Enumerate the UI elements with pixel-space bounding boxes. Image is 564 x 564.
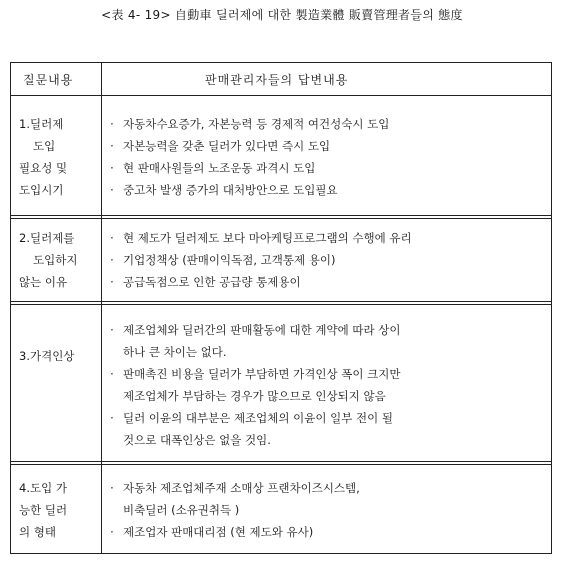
- answer-line: · 제조업체와 딜러간의 판매활동에 대한 계약에 따라 상이: [110, 323, 401, 337]
- answer-line: · 중고차 발생 증가의 대처방안으로 도입필요: [110, 183, 338, 197]
- answer-line: 것으로 대폭인상은 없을 것임.: [123, 433, 271, 447]
- question-cell-3: [19, 345, 99, 367]
- answer-cell-3: [103, 319, 549, 451]
- row-divider: [11, 461, 551, 462]
- question-line: 능한 딜러: [19, 503, 68, 517]
- row-divider: [11, 304, 551, 305]
- attitude-table: [10, 62, 552, 554]
- answer-line: · 딜러 이윤의 대부분은 제조업체의 이윤이 일부 전이 될: [110, 411, 393, 425]
- answer-line: · 자본능력을 갖춘 딜러가 있다면 즉시 도입: [110, 139, 331, 153]
- answer-cell-4: [103, 477, 549, 543]
- row-divider: [11, 464, 551, 465]
- answer-line: · 자동차수요증가, 자본능력 등 경제적 여건성숙시 도입: [110, 117, 390, 131]
- answer-line: · 자동차 제조업체주재 소매상 프랜차이즈시스템,: [110, 481, 360, 495]
- question-line: 도입하지: [33, 253, 78, 267]
- answer-line: 제조업체가 부담하는 경우가 많으므로 인상되지 않음: [123, 389, 386, 403]
- question-line: 필요성 및: [19, 161, 68, 175]
- question-line: 의 형태: [19, 525, 56, 539]
- answer-line: · 공급독점으로 인한 공급량 통제용이: [110, 275, 301, 289]
- header-question: 질문내용: [23, 73, 74, 87]
- row-divider: [11, 218, 551, 219]
- question-cell-2: [19, 227, 99, 293]
- question-line: 않는 이유: [19, 275, 68, 289]
- answer-line: · 현 판매사원들의 노조운동 과격시 도입: [110, 161, 316, 175]
- answer-line: 하나 큰 차이는 없다.: [123, 345, 227, 359]
- question-line: 도입: [33, 139, 56, 153]
- question-cell-4: [19, 477, 99, 543]
- question-line: 1.딜러제: [19, 117, 64, 131]
- question-cell-1: [19, 113, 99, 201]
- header-answer: 판매관리자들의 답변내용: [205, 73, 349, 87]
- question-line: 3.가격인상: [19, 349, 75, 363]
- answer-cell-1: [103, 113, 549, 201]
- row-divider: [11, 215, 551, 216]
- header-divider: [11, 95, 551, 96]
- question-line: 도입시기: [19, 183, 64, 197]
- row-divider: [11, 301, 551, 302]
- question-line: 2.딜러제를: [19, 231, 75, 245]
- table-caption: <表 4- 19> 自動車 딜러제에 대한 製造業體 販賣管理者들의 態度: [101, 8, 463, 22]
- answer-line: · 현 제도가 딜러제도 보다 마아케팅프로그램의 수행에 유리: [110, 231, 412, 245]
- question-line: 4.도입 가: [19, 481, 67, 495]
- answer-line: · 기업정책상 (판매이익독점, 고객통제 용이): [110, 253, 336, 267]
- column-divider: [101, 63, 102, 553]
- answer-line: · 판매촉진 비용을 딜러가 부담하면 가격인상 폭이 크지만: [110, 367, 401, 381]
- answer-line: · 제조업자 판매대리점 (현 제도와 유사): [110, 525, 314, 539]
- answer-cell-2: [103, 227, 549, 293]
- answer-line: 비축딜러 (소유권취득 ): [123, 503, 240, 517]
